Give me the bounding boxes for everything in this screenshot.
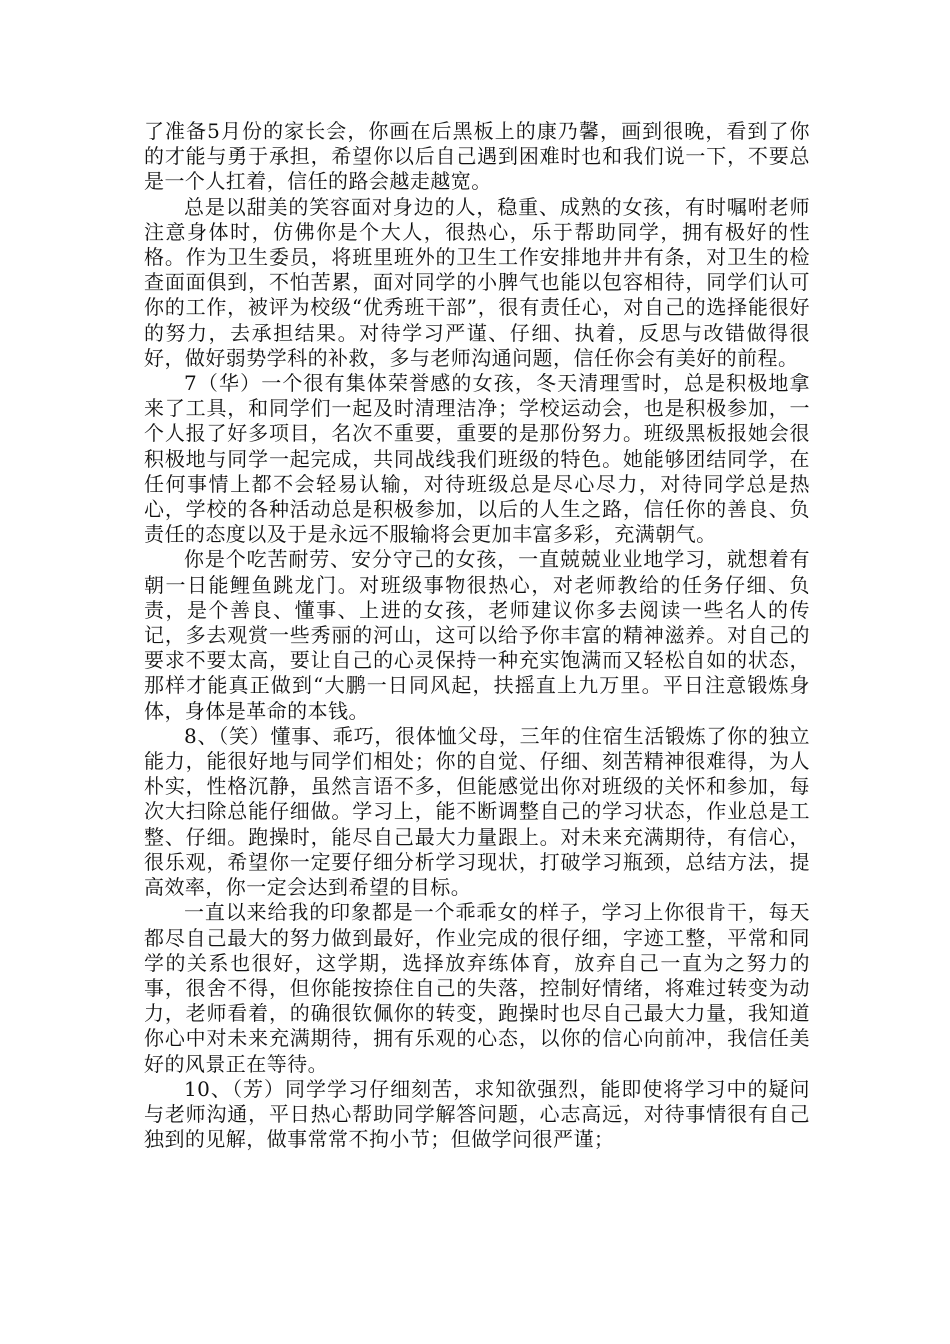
paragraph-3: 7（华）一个很有集体荣誉感的女孩，冬天清理雪时，总是积极地拿来了工具，和同学们一起及时清理洁净；学校运动会，也是积极参加，一个人报了好多项目，名次不重要，重要的是那份努力。班级黑板报她会很积极地与同学一起完成，共同战线我们班级的特色。她能够团结同学，在任何事情上都不会轻易认输，对待班级总是尽心尽力，对待同学总是热心，学校的各种活动总是积极参加，以后的人生之路，信任你的善良、负责任的态度以及于是永远不服输将会更加丰富多彩，充满朝气。 [144, 371, 810, 547]
paragraph-7: 10、（芳）同学学习仔细刻苦，求知欲强烈，能即使将学习中的疑问与老师沟通，平日热心帮助同学解答问题，心志高远，对待事情很有自己独到的见解，做事常常不拘小节；但做学问很严谨； [144, 1076, 810, 1152]
document-body [144, 119, 810, 1152]
paragraph-4: 你是个吃苦耐劳、安分守己的女孩，一直兢兢业业地学习，就想着有朝一日能鲤鱼跳龙门。对班级事物很热心，对老师教给的任务仔细、负责，是个善良、懂事、上进的女孩，老师建议你多去阅读一些名人的传记，多去观赏一些秀丽的河山，这可以给予你丰富的精神滋养。对自己的要求不要太高，要让自己的心灵保持一种充实饱满而又轻松自如的状态，那样才能真正做到“大鹏一日同风起，扶摇直上九万里。平日注意锻炼身体，身体是革命的本钱。 [144, 547, 810, 723]
paragraph-5: 8、（笑）懂事、乖巧，很体恤父母，三年的住宿生活锻炼了你的独立能力，能很好地与同学们相处；你的自觉、仔细、刻苦精神很难得，为人朴实，性格沉静，虽然言语不多，但能感觉出你对班级的关怀和参加，每次大扫除总能仔细做。学习上，能不断调整自己的学习状态，作业总是工整、仔细。跑操时，能尽自己最大力量跟上。对未来充满期待，有信心，很乐观，希望你一定要仔细分析学习现状，打破学习瓶颈，总结方法，提高效率，你一定会达到希望的目标。 [144, 723, 810, 900]
paragraph-1: 了准备5月份的家长会，你画在后黑板上的康乃馨，画到很晚，看到了你的才能与勇于承担，希望你以后自己遇到困难时也和我们说一下，不要总是一个人扛着，信任的路会越走越宽。 [144, 119, 810, 194]
paragraph-2: 总是以甜美的笑容面对身边的人，稳重、成熟的女孩，有时嘱咐老师注意身体时，仿佛你是个大人，很热心，乐于帮助同学，拥有极好的性格。作为卫生委员，将班里班外的卫生工作安排地井井有条，对卫生的检查面面俱到，不怕苦累，面对同学的小脾气也能以包容相待，同学们认可你的工作，被评为校级“优秀班干部”，很有责任心，对自己的选择能很好的努力，去承担结果。对待学习严谨、仔细、执着，反思与改错做得很好，做好弱势学科的补救，多与老师沟通问题，信任你会有美好的前程。 [144, 194, 810, 370]
paragraph-6: 一直以来给我的印象都是一个乖乖女的样子，学习上你很肯干，每天都尽自己最大的努力做到最好，作业完成的很仔细，字迹工整，平常和同学的关系也很好，这学期，选择放弃练体育，放弃自己一直为之努力的事，很舍不得，但你能按捺住自己的失落，控制好情绪，将难过转变为动力，老师看着，的确很钦佩你的转变，跑操时也尽自己最大力量，我知道你心中对未来充满期待，拥有乐观的心态，以你的信心向前冲，我信任美好的风景正在等待。 [144, 900, 810, 1076]
